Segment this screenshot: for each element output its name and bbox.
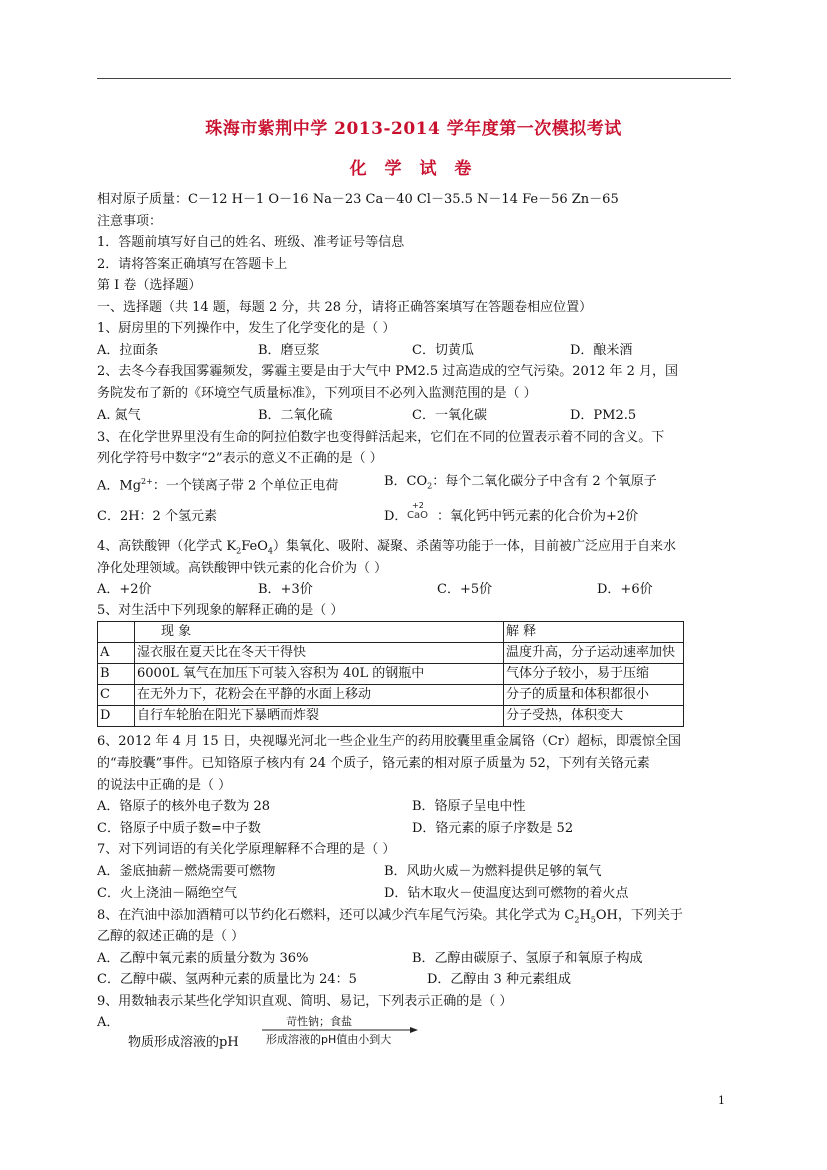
question-8-line-1: 8、在汽油中添加酒精可以节约化石燃料，还可以减少汽车尾气污染。其化学式为 $C_2H_5OH$，下列关于 [97,908,683,925]
question-1-stem: 1、厨房里的下列操作中，发生了化学变化的是（ ） [97,321,396,336]
q4-option-b: B．+3价 [258,582,313,597]
question-6-line-3: 的说法中正确的是（ ） [97,778,232,793]
section-heading: 一、选择题（共 14 题，每题 2 分，共 28 分，请将正确答案填写在答题卷相应位置） [97,300,593,315]
q1-option-b: B．磨豆浆 [258,343,320,358]
volume-heading: 第 I 卷（选择题） [97,278,202,293]
q2-option-b: B．二氧化硫 [258,408,333,423]
q6-option-d: D．铬元素的原子序数是 52 [412,821,574,836]
q2-option-d: D．PM2.5 [570,408,637,423]
atomic-mass-line: 相对原子质量：C－12 H－1 O－16 Na－23 Ca－40 Cl－35.5 N－14 Fe－56 Zn－65 [97,192,619,207]
q4-option-a: A．+2价 [97,582,152,597]
table-cell: 分子受热，体积变大 [504,706,684,727]
q8-option-b: B．乙醇由碳原子、氢原子和氧原子构成 [412,951,643,966]
table-row [98,685,684,706]
question-6-line-2: 的“毒胶囊”事件。已知铬原子核内有 24 个质子，铬元素的相对原子质量为 52，下列有关铬元素 [97,756,650,771]
notice-1: 1．答题前填写好自己的姓名、班级、准考证号等信息 [97,235,405,250]
q1-option-d: D．酿米酒 [570,343,633,358]
table-cell: C [98,685,135,706]
cao-formula: CaO [407,510,428,521]
valence-charge: +2 [412,501,424,510]
axis-top-label: 苛性钠；食盐 [286,1015,352,1028]
q5-table [97,621,684,727]
q3-option-a: A．$Mg^{2+}$：一个镁离子带 2 个单位正电荷 [97,477,339,494]
table-cell: 分子的质量和体积都很小 [504,685,684,706]
q7-option-c: C．火上浇油－隔绝空气 [97,886,237,901]
q3-option-d-text: ：氧化钙中钙元素的化合价为+2价 [437,509,639,524]
table-cell: 自行车轮胎在阳光下暴晒而炸裂 [135,706,504,727]
table-header-cell: 现 象 [135,622,504,643]
table-header-cell: 解 释 [504,622,684,643]
table-row [98,643,684,664]
q7-option-a: A．釜底抽薪－燃烧需要可燃物 [97,864,276,879]
question-8-line-2: 乙醇的叙述正确的是（ ） [97,929,245,944]
question-9-stem: 9、用数轴表示某些化学知识直观、简明、易记，下列表示正确的是（ ） [97,994,513,1009]
question-6-line-1: 6、2012 年 4 月 15 日，央视曝光河北一些企业生产的药用胶囊里重金属铬（Cr）超标，即震惊全国 [97,734,681,749]
q4-option-c: C．+5价 [437,582,493,597]
question-5-stem: 5、对生活中下列现象的解释正确的是（ ） [97,603,344,618]
question-3-line-1: 3、在化学世界里没有生命的阿拉伯数字也变得鲜活起来，它们在不同的位置表示着不同的含义。下 [97,430,665,445]
question-7-stem: 7、对下列词语的有关化学原理解释不合理的是（ ） [97,842,396,857]
q3-option-c: C．2H：2 个氢元素 [97,509,217,524]
q2-option-c: C．一氧化碳 [412,408,487,423]
q2-option-a: A. 氮气 [97,408,141,423]
table-header-cell [98,622,135,643]
ph-number-axis [258,1013,420,1049]
q8-option-d: D．乙醇由 3 种元素组成 [427,972,571,987]
q6-option-b: B．铬原子呈电中性 [412,799,526,814]
q9-option-a-label: 物质形成溶液的pH [128,1035,239,1050]
exam-subtitle: 化 学 试 卷 [349,159,478,179]
q6-option-c: C．铬原子中质子数=中子数 [97,821,261,836]
q3-option-b: B．$CO_2$：每个二氧化碳分子中含有 2 个氧原子 [384,474,657,491]
question-2-line-1: 2、去冬今春我国雾霾频发，雾霾主要是由于大气中 PM2.5 过高造成的空气污染。2012 年 2 月，国 [97,364,679,379]
q9-option-a: A． [97,1015,120,1030]
exam-title: 珠海市紫荆中学 2013-2014 学年度第一次模拟考试 [205,119,622,139]
table-header-row [98,622,684,643]
table-cell: 气体分子较小，易于压缩 [504,664,684,685]
table-cell: D [98,706,135,727]
question-4-line-2: 净化处理领域。高铁酸钾中铁元素的化合价为（ ） [97,561,388,576]
page-number: 1 [718,1094,725,1107]
table-row [98,706,684,727]
table-cell: 温度升高，分子运动速率加快 [504,643,684,664]
q7-option-d: D．钻木取火－使温度达到可燃物的着火点 [384,886,629,901]
q6-option-a: A．铬原子的核外电子数为 28 [97,799,271,814]
table-cell: 湿衣服在夏天比在冬天干得快 [135,643,504,664]
q1-option-a: A．拉面条 [97,343,159,358]
q8-option-a: A．乙醇中氧元素的质量分数为 36% [97,951,309,966]
question-3-line-2: 列化学符号中数字“2”表示的意义不正确的是（ ） [97,451,383,466]
notice-2: 2．请将答案正确填写在答题卡上 [97,257,288,272]
notice-title: 注意事项： [97,214,163,229]
q3-option-d-label: D． [384,509,408,524]
table-cell: 6000L 氧气在加压下可装入容积为 40L 的钢瓶中 [135,664,504,685]
q8-option-c: C．乙醇中碳、氢两种元素的质量比为 24：5 [97,972,357,987]
question-2-line-2: 务院发布了新的《环境空气质量标准》，下列项目不必列入监测范围的是（ ） [97,386,537,401]
table-cell: B [98,664,135,685]
table-cell: A [98,643,135,664]
table-row [98,664,684,685]
question-4-line-1: 4、高铁酸钾（化学式 $K_2FeO_4$）集氧化、吸附、凝聚、杀菌等功能于一体，目前被广泛应用于自来水 [97,539,676,556]
axis-bottom-label: 形成溶液的pH值由小到大 [266,1033,392,1046]
q4-option-d: D．+6价 [597,582,653,597]
header-rule [97,78,731,79]
table-cell: 在无外力下，花粉会在平静的水面上移动 [135,685,504,706]
q1-option-c: C．切黄瓜 [412,343,474,358]
q7-option-b: B．风助火威－为燃料提供足够的氧气 [384,864,602,879]
